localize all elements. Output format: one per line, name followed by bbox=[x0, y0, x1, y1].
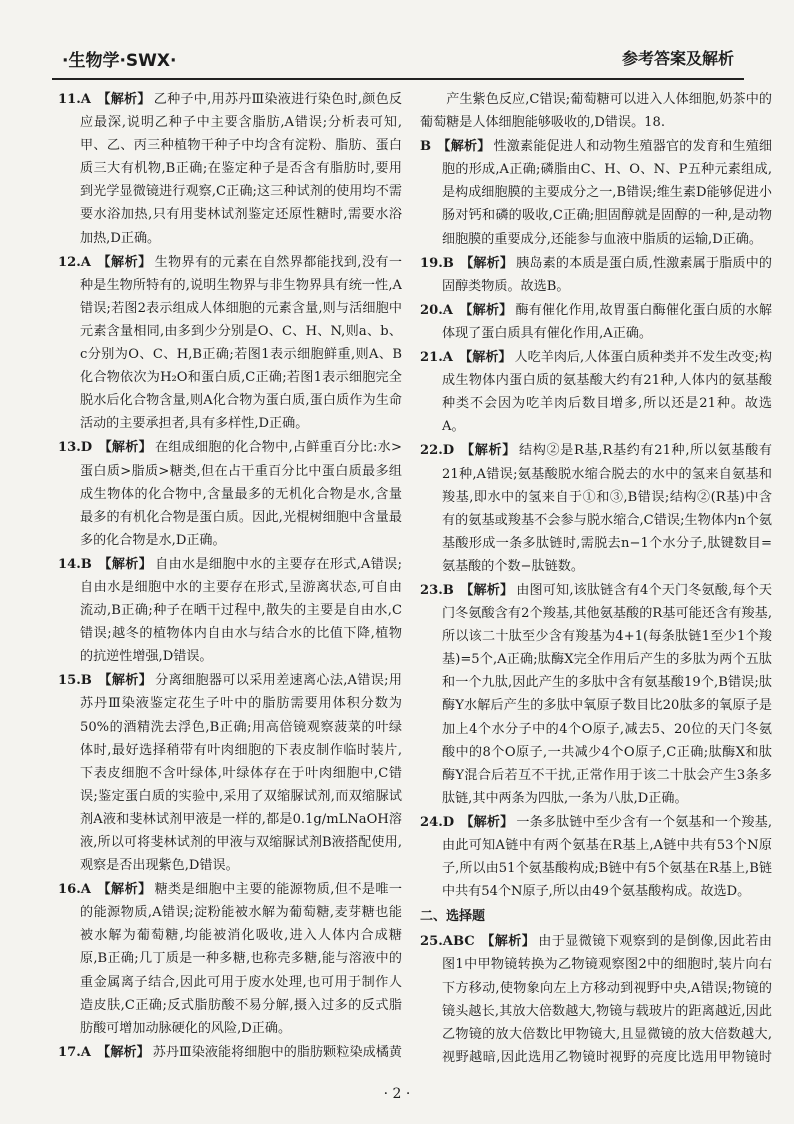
question-number: 21. bbox=[420, 350, 443, 366]
answer-letter: ABC bbox=[442, 934, 475, 950]
answer-item bbox=[420, 346, 772, 438]
question-number: 25. bbox=[420, 934, 443, 950]
analysis-tag: 【解析】 bbox=[97, 1044, 150, 1060]
analysis-text: 由图可知,该肽链含有4个天门冬氨酸,每个天门冬氨酸含有2个羧基,其他氨基酸的R基可能还含有羧基,所以该二十肽至少含有羧基为4+1(每条肽链1至少1个羧基)=5个,A正确;肽酶X完全作用后产生的多肽为两个五肽和一个九肽,因此产生的多肽中含有氨基酸19个,B错误;肽酶Y水解后产生的多肽中氧原子数目比20肽多的氧原子是加上4个水分子中的4个O原子,减去5、20位的天门冬氨酸中的8个O原子,一共减少4个O原子,C正确;肽酶X和肽酶Y混合后若互不干扰,正常作用于该二十肽会产生3条多肽链,其中两条为四肽,一条为八肽,D正确。 bbox=[442, 582, 772, 806]
section-title: 二、选择题 bbox=[420, 909, 486, 925]
analysis-tag: 【解析】 bbox=[460, 255, 514, 271]
answer-item bbox=[420, 811, 772, 903]
answer-letter: D bbox=[442, 814, 455, 830]
answer-item bbox=[58, 669, 402, 877]
analysis-tag: 【解析】 bbox=[98, 556, 153, 572]
analysis-text: 苏丹Ⅲ染液能将细胞中的脂肪颗粒染成橘黄 bbox=[152, 1044, 402, 1060]
answer-letter: D bbox=[442, 443, 455, 459]
analysis-text: 自由水是细胞中水的主要存在形式,A错误;自由水是细胞中水的主要存在形式,呈游离状态,可自由流动,B正确;种子在晒干过程中,散失的主要是自由水,C错误;越冬的植物体内自由水与结合水的比值下降,植物的抗逆性增强,D错误。 bbox=[80, 556, 402, 665]
analysis-tag: 【解析】 bbox=[98, 673, 153, 689]
answer-letter: B bbox=[80, 673, 92, 689]
left-column bbox=[58, 88, 402, 1064]
answer-item bbox=[58, 436, 402, 551]
answer-letter: A bbox=[80, 254, 91, 270]
answer-item bbox=[58, 553, 402, 668]
analysis-text: 在组成细胞的化合物中,占鲜重百分比:水>蛋白质>脂质>糖类,但在占干重百分比中蛋白质最多组成生物体的化合物中,含量最多的无机化合物是水,含量最多的有机化合物是蛋白质。因此,光棍树细胞中含量最多的化合物是水,D正确。 bbox=[80, 440, 402, 548]
analysis-tag: 【解析】 bbox=[97, 254, 152, 270]
question-number: 23. bbox=[420, 582, 443, 598]
answer-letter: B bbox=[420, 139, 432, 155]
answer-item bbox=[58, 251, 402, 436]
analysis-tag: 【解析】 bbox=[97, 92, 151, 107]
analysis-text: 结构②是R基,R基约有21种,所以氨基酸有21种,A错误;氨基酸脱水缩合脱去的水中的氢来自氨基和羧基,即水中的氢来自于①和③,B错误;结构②(R基)中含有的氨基或羧基不会参与脱水缩合,C错误;生物体内n个氨基酸形成一条多肽链时,需脱去n−1个水分子,肽键数目=氨基酸的个数−肽链数。 bbox=[442, 443, 772, 574]
analysis-text: 分离细胞器可以采用差速离心法,A错误;用苏丹Ⅲ染液鉴定花生子叶中的脂肪需要用体积分数为50%的酒精洗去浮色,B正确;用高倍镜观察菠菜的叶绿体时,最好选择稍带有叶肉细胞的下表皮制作临时装片,下表皮细胞不含叶绿体,叶绿体存在于叶肉细胞中,C错误;鉴定蛋白质的实验中,采用了双缩脲试剂,而双缩脲试剂A液和斐林试剂甲液是一样的,都是0.1g/mLNaOH溶液,所以可将斐林试剂的甲液与双缩脲试剂B液搭配使用,观察是否出现紫色,D错误。 bbox=[80, 673, 402, 874]
page-number: · 2 · bbox=[383, 1086, 411, 1102]
answer-item bbox=[58, 88, 402, 250]
answer-item bbox=[420, 135, 772, 250]
analysis-text: 胰岛素的本质是蛋白质,性激素属于脂质中的固醇类物质。故选B。 bbox=[442, 255, 772, 294]
answer-item bbox=[420, 930, 772, 1064]
question-number: 14. bbox=[58, 556, 81, 572]
question-number: 17. bbox=[58, 1044, 81, 1060]
question-number: 13. bbox=[58, 440, 81, 456]
analysis-text: 一条多肽链中至少含有一个氨基和一个羧基,由此可知A链中有两个氨基在R基上,A链中共有53个N原子,所以由51个氨基酸构成;B链中有5个氨基在R基上,B链中共有54个N原子,所以由49个氨基酸构成。故选D。 bbox=[442, 814, 772, 900]
answer-item bbox=[420, 252, 772, 298]
answer-item bbox=[420, 299, 772, 345]
answer-letter: B bbox=[80, 556, 92, 572]
answer-letter: A bbox=[442, 302, 453, 318]
answer-letter: D bbox=[80, 440, 93, 456]
analysis-tag: 【解析】 bbox=[97, 882, 152, 898]
answer-letter: B bbox=[442, 255, 454, 271]
question-number: 19. bbox=[420, 255, 443, 271]
header-title: 参考答案及解析 bbox=[621, 49, 734, 68]
question-number: 24. bbox=[420, 814, 443, 830]
answer-letter: A bbox=[80, 882, 91, 898]
analysis-text: 生物界有的元素在自然界都能找到,没有一种是生物所特有的,说明生物界与非生物界具有统一性,A错误;若图2表示组成人体细胞的元素含量,则与活细胞中元素含量相同,由多到少分别是O、C、H、N,则a、b、c分别为O、C、H,B正确;若图1表示细胞鲜重,则A、B化合物依次为H₂O和蛋白质,C正确;若图1表示细胞完全脱水后化合物含量,则A化合物为蛋白质,蛋白质作为生命活动的主要承担者,具有多样性,D正确。 bbox=[80, 254, 402, 432]
question-number: 11. bbox=[58, 92, 81, 107]
answer-item bbox=[58, 878, 402, 1040]
right-column bbox=[420, 88, 772, 1064]
answer-item bbox=[420, 88, 772, 134]
analysis-text: 酶有催化作用,故胃蛋白酶催化蛋白质的水解体现了蛋白质具有催化作用,A正确。 bbox=[442, 302, 772, 341]
analysis-text: 糖类是细胞中主要的能源物质,但不是唯一的能源物质,A错误;淀粉能被水解为葡萄糖,麦芽糖也能被水解为葡萄糖,均能被消化吸收,进入人体内合成糖原,B正确;几丁质是一种多糖,也称壳多糖,能与溶液中的重金属离子结合,因此可用于废水处理,也可用于制作人造皮肤,C正确;反式脂肪酸不易分解,摄入过多的反式脂肪酸可增加动脉硬化的风险,D正确。 bbox=[80, 882, 402, 1036]
header-subject: ·生物学·SWX· bbox=[62, 51, 177, 71]
answer-letter: A bbox=[80, 92, 91, 107]
analysis-tag: 【解析】 bbox=[459, 350, 512, 366]
analysis-text: 产生紫色反应,C错误;葡萄糖可以进入人体细胞,奶茶中的葡萄糖是人体细胞能够吸收的,D错误。18. bbox=[420, 92, 772, 131]
analysis-tag: 【解析】 bbox=[481, 934, 536, 950]
question-number: 15. bbox=[58, 673, 81, 689]
analysis-text: 由于显微镜下观察到的是倒像,因此若由图1中甲物镜转换为乙物镜观察图2中的细胞时,装片向右下方移动,使物象向左上方移动到视野中央,A错误;物镜的镜头越长,其放大倍数越大,物镜与载玻片的距离越近,因此乙物镜的放大倍数比甲物镜大,且显微镜的放大倍数越大,视野越暗,因此选用乙物镜时视野的亮度比选用甲物镜时 bbox=[442, 934, 772, 1064]
question-number: 12. bbox=[58, 254, 81, 270]
analysis-tag: 【解析】 bbox=[98, 440, 152, 456]
analysis-tag: 【解析】 bbox=[459, 302, 513, 318]
analysis-text: 乙种子中,用苏丹Ⅲ染液进行染色时,颜色反应最深,说明乙种子中主要含脂肪,A错误;分析表可知,甲、乙、丙三种植物干种子中均含有淀粉、脂肪、蛋白质三大有机物,B正确;在鉴定种子是否含有脂肪时,要用到光学显微镜进行观察,C正确;这三种试剂的使用均不需要水浴加热,只有用斐林试剂鉴定还原性糖时,需要水浴加热,D正确。 bbox=[80, 92, 402, 246]
question-number: 16. bbox=[58, 882, 81, 898]
analysis-text: 人吃羊肉后,人体蛋白质种类并不发生改变;构成生物体内蛋白质的氨基酸大约有21种,人体内的氨基酸种类不会因为吃羊肉后数目增多,所以还是21种。故选A。 bbox=[442, 350, 772, 435]
answer-letter: A bbox=[442, 350, 453, 366]
answer-letter: B bbox=[442, 582, 454, 598]
analysis-text: 性激素能促进人和动物生殖器官的发育和生殖细胞的形成,A正确;磷脂由C、H、O、N、P五种元素组成,是构成细胞膜的主要成分之一,B错误;维生素D能够促进小肠对钙和磷的吸收,C正确;胆固醇就是固醇的一种,是动物细胞膜的重要成分,还能参与血液中脂质的运输,D正确。 bbox=[442, 139, 772, 247]
analysis-tag: 【解析】 bbox=[437, 139, 491, 155]
question-number: 20. bbox=[420, 302, 443, 318]
answer-letter: A bbox=[80, 1044, 91, 1060]
page-header bbox=[52, 38, 744, 80]
answer-item bbox=[58, 1041, 402, 1064]
answer-item bbox=[420, 579, 772, 810]
question-number: 22. bbox=[420, 443, 443, 459]
answer-item bbox=[420, 439, 772, 578]
analysis-tag: 【解析】 bbox=[460, 582, 514, 598]
analysis-tag: 【解析】 bbox=[460, 443, 516, 459]
analysis-tag: 【解析】 bbox=[460, 814, 514, 830]
